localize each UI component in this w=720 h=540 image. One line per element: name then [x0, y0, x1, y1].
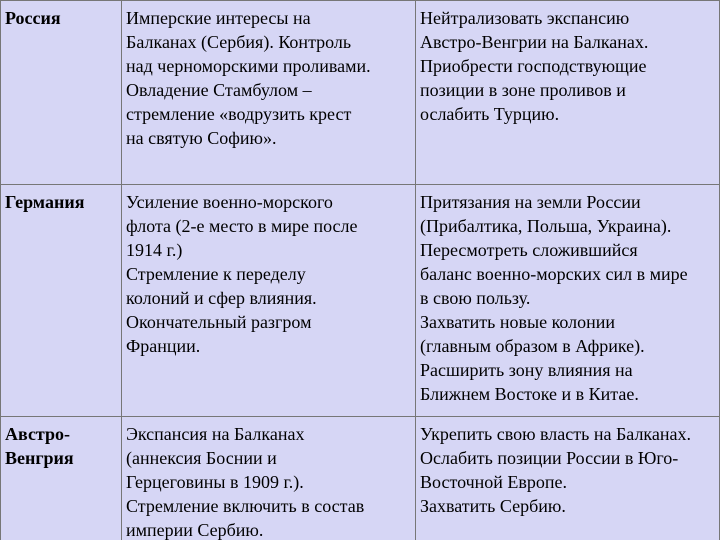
text-line: Окончательный разгром [126, 312, 312, 332]
text-line: Восточной Европе. [420, 472, 568, 492]
country-name: Австро- [5, 424, 70, 444]
text-line: Имперские интересы на [126, 8, 311, 28]
country-name: Германия [5, 192, 85, 212]
text-line: Захватить новые колонии [420, 312, 616, 332]
text-line: стремление «водрузить крест [126, 104, 352, 124]
text-line: Ослабить позиции России в Юго- [420, 448, 679, 468]
text-line: империи Сербию. [126, 520, 264, 540]
text-line: позиции в зоне проливов и [420, 80, 626, 100]
text-line: (Прибалтика, Польша, Украина). [420, 216, 672, 236]
text-line: флота (2-е место в мире после [126, 216, 358, 236]
text-line: ослабить Турцию. [420, 104, 560, 124]
goals-cell-russia [416, 1, 720, 185]
text-line: (аннексия Боснии и [126, 448, 277, 468]
interests-cell-russia [122, 1, 416, 185]
text-line: Экспансия на Балканах [126, 424, 305, 444]
text-line: над черноморскими проливами. [126, 56, 371, 76]
text-line: Балканах (Сербия). Контроль [126, 32, 352, 52]
text-line: Стремление включить в состав [126, 496, 365, 516]
text-line: 1914 г.) [126, 240, 183, 260]
text-line: на святую Софию». [126, 128, 277, 148]
interests-cell-austria-hungary [122, 417, 416, 540]
text-line: в свою пользу. [420, 288, 531, 308]
text-line: Пересмотреть сложившийся [420, 240, 638, 260]
text-line: Стремление к переделу [126, 264, 306, 284]
text-line: Притязания на земли России [420, 192, 641, 212]
country-cell-austria-hungary [1, 417, 122, 540]
text-line: Усиление военно-морского [126, 192, 333, 212]
text-line: Захватить Сербию. [420, 496, 566, 516]
goals-cell-germany [416, 185, 720, 417]
text-line: Герцеговины в 1909 г.). [126, 472, 304, 492]
text-line: (главным образом в Африке). [420, 336, 645, 356]
table-row-germany [1, 185, 720, 417]
text-line: колоний и сфер влияния. [126, 288, 317, 308]
country-cell-russia [1, 1, 122, 185]
interests-cell-germany [122, 185, 416, 417]
text-line: Ближнем Востоке и в Китае. [420, 384, 639, 404]
text-line: Приобрести господствующие [420, 56, 647, 76]
text-line: Овладение Стамбулом – [126, 80, 312, 100]
text-line: Франции. [126, 336, 201, 356]
country-name: Венгрия [5, 448, 74, 468]
text-line: Австро-Венгрии на Балканах. [420, 32, 649, 52]
text-line: Расширить зону влияния на [420, 360, 633, 380]
text-line: баланс военно-морских сил в мире [420, 264, 688, 284]
table-row-russia [1, 1, 720, 185]
goals-cell-austria-hungary [416, 417, 720, 540]
text-line: Укрепить свою власть на Балканах. [420, 424, 692, 444]
text-line: Нейтрализовать экспансию [420, 8, 630, 28]
country-name: Россия [5, 8, 61, 28]
table-row-austria-hungary [1, 417, 720, 540]
country-cell-germany [1, 185, 122, 417]
